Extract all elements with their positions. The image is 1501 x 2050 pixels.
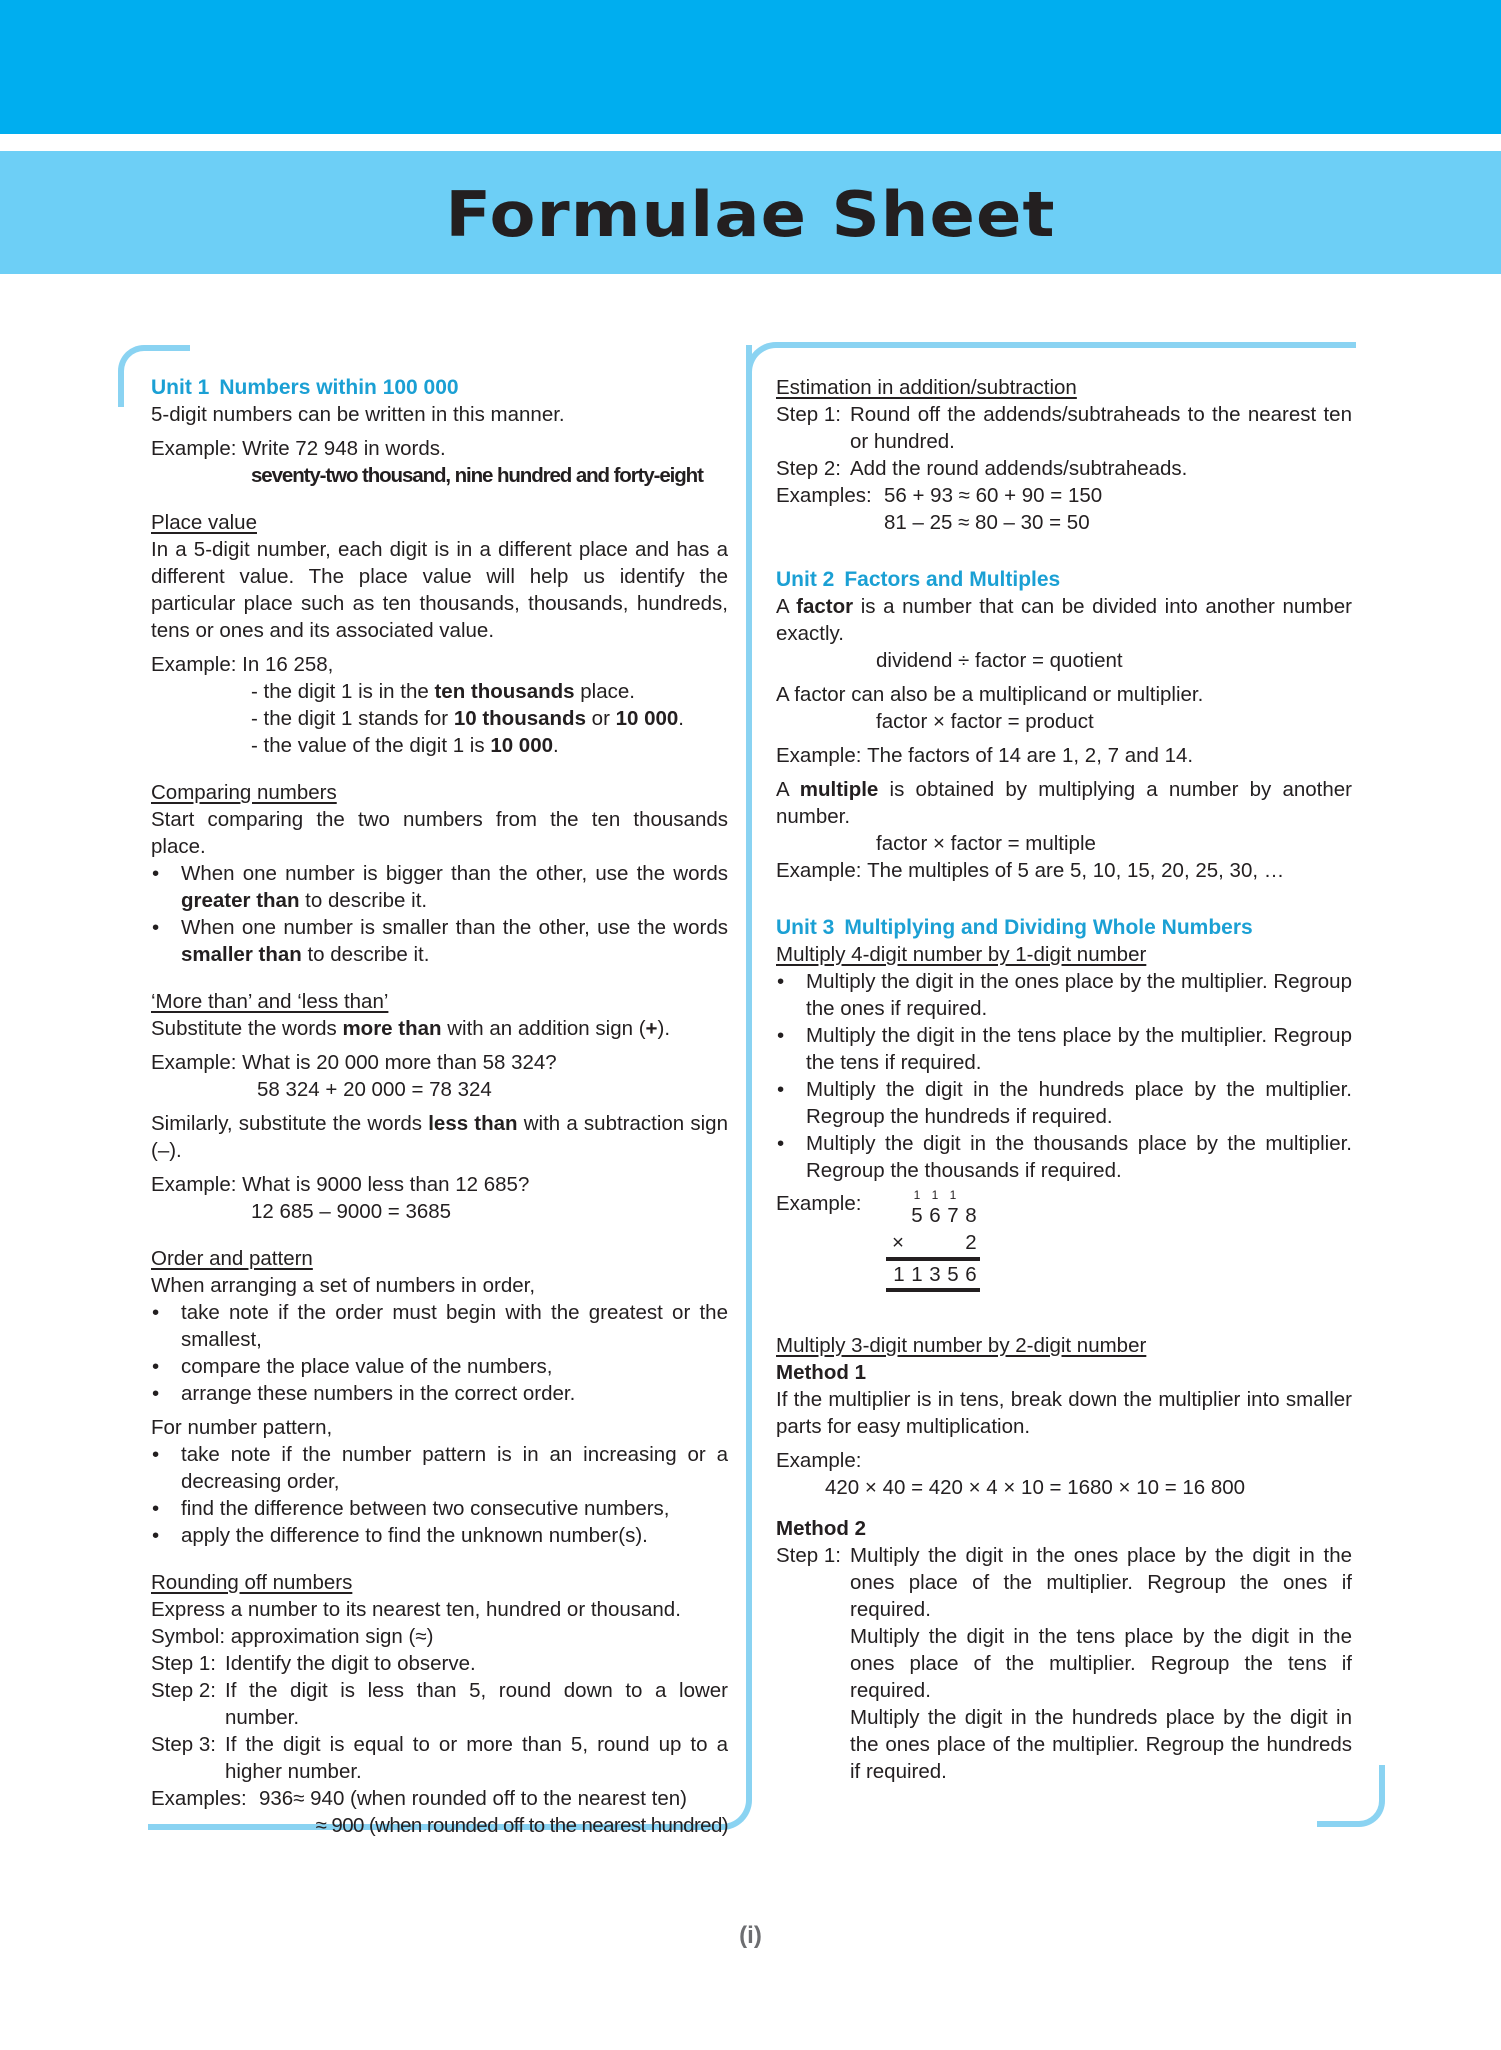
list-item: • Multiply the digit in the tens place by the multiplier. Regroup the tens if required. xyxy=(776,1022,1352,1076)
estimation-heading: Estimation in addition/subtraction xyxy=(776,376,1077,399)
pattern-intro: For number pattern, xyxy=(151,1416,333,1439)
rounding-step: Step 1: Identify the digit to observe. xyxy=(151,1652,476,1675)
unit1-number: Unit 1 xyxy=(151,376,210,399)
factor-equation: dividend ÷ factor = quotient xyxy=(876,649,1123,672)
method1-equation: 420 × 40 = 420 × 4 × 10 = 1680 × 10 = 16 800 xyxy=(825,1476,1246,1499)
example-label: Example: xyxy=(151,437,243,460)
multiple-definition: A multiple is obtained by multiplying a number by another number. xyxy=(776,778,1352,828)
more-example-equation: 58 324 + 20 000 = 78 324 xyxy=(257,1078,492,1101)
multiple-equation: factor × factor = multiple xyxy=(876,832,1096,855)
unit1-example xyxy=(151,435,728,462)
estimation-step: Step 1: Round off the addends/subtraheads to the nearest ten or hundred. xyxy=(776,403,1352,453)
times-icon: × xyxy=(892,1231,904,1254)
rounding-line2: Symbol: approximation sign (≈) xyxy=(151,1625,434,1648)
result-row: 1 1 3 5 6 xyxy=(893,1263,977,1286)
column-multiplication-example: Example: 1 1 1 5 6 7 8 × 2 1 1 3 5 6 xyxy=(776,1188,1352,1292)
multiple-example: Example: The multiples of 5 are 5, 10, 15, 20, 25, 30, … xyxy=(776,859,1285,882)
method2-step: Step 1: Multiply the digit in the ones place by the digit in the ones place of the multiplier. Regroup the ones if required. xyxy=(776,1544,1352,1621)
method1-title: Method 1 xyxy=(776,1361,866,1384)
left-column xyxy=(151,374,728,1839)
list-item: • compare the place value of the numbers, xyxy=(151,1353,728,1380)
estimation-example2: 81 – 25 ≈ 80 – 30 = 50 xyxy=(884,511,1090,534)
method2-line: Multiply the digit in the tens place by the digit in the ones place of the multiplier. Regroup the tens if required. xyxy=(850,1625,1352,1702)
column-divider xyxy=(746,345,752,1785)
list-item: • take note if the number pattern is in an increasing or a decreasing order, xyxy=(151,1441,728,1495)
carry-row: 1 1 1 xyxy=(913,1188,957,1202)
factor-definition: A factor is a number that can be divided into another number exactly. xyxy=(776,595,1352,645)
place-value-line: - the digit 1 stands for 10 thousands or 10 000. xyxy=(251,707,684,730)
comparing-bullets xyxy=(151,860,728,968)
unit3-sub1: Multiply 4-digit number by 1-digit number xyxy=(776,943,1147,966)
header-band-top xyxy=(0,0,1501,134)
unit3-bullets xyxy=(776,968,1352,1184)
unit3-heading: Unit 3 Multiplying and Dividing Whole Numbers xyxy=(776,916,1253,939)
list-item: • Multiply the digit in the ones place by the multiplier. Regroup the ones if required. xyxy=(776,968,1352,1022)
product-equation: factor × factor = product xyxy=(876,710,1094,733)
more-less-heading: ‘More than’ and ‘less than’ xyxy=(151,990,389,1013)
multiplier-row: × 2 xyxy=(892,1231,977,1254)
example-text: In 16 258, xyxy=(242,653,334,676)
unit2-heading: Unit 2 Factors and Multiples xyxy=(776,568,1061,591)
method1-example-label: Example: xyxy=(776,1449,862,1472)
more-less-line1: Substitute the words more than with an addition sign (+). xyxy=(151,1017,671,1040)
list-item: • take note if the order must begin with the greatest or the smallest, xyxy=(151,1299,728,1353)
list-item: • Multiply the digit in the hundreds place by the multiplier. Regroup the hundreds if required. xyxy=(776,1076,1352,1130)
place-value-line: - the value of the digit 1 is 10 000. xyxy=(251,734,559,757)
more-less-line2: Similarly, substitute the words less than with a subtraction sign (–). xyxy=(151,1112,728,1162)
unit1-heading xyxy=(151,374,728,401)
method2-title: Method 2 xyxy=(776,1517,866,1540)
rule-line xyxy=(886,1288,980,1292)
place-value-section xyxy=(151,509,728,759)
order-pattern-heading: Order and pattern xyxy=(151,1247,313,1270)
example-text: Write 72 948 in words. xyxy=(242,437,446,460)
pattern-bullets xyxy=(151,1441,728,1549)
rounding-step: Step 3: If the digit is equal to or more than 5, round up to a higher number. xyxy=(151,1733,728,1783)
multiplicand-row: 5 6 7 8 xyxy=(911,1204,977,1227)
estimation-section xyxy=(776,374,1352,536)
less-example-equation: 12 685 – 9000 = 3685 xyxy=(251,1200,452,1223)
estimation-examples: Examples: 56 + 93 ≈ 60 + 90 = 150 xyxy=(776,484,1103,507)
rounding-heading: Rounding off numbers xyxy=(151,1571,353,1594)
unit1-intro: 5-digit numbers can be written in this manner. xyxy=(151,403,565,426)
place-value-line: - the digit 1 is in the ten thousands place. xyxy=(251,680,635,703)
example-answer: seventy-two thousand, nine hundred and forty-eight xyxy=(251,464,703,487)
rounding-section xyxy=(151,1569,728,1839)
more-less-section xyxy=(151,988,728,1225)
comparing-body: Start comparing the two numbers from the ten thousands place. xyxy=(151,808,728,858)
header-band-title xyxy=(0,151,1501,274)
rounding-examples: Examples: 936≈ 940 (when rounded off to the nearest ten) xyxy=(151,1787,688,1810)
factor-example: Example: The factors of 14 are 1, 2, 7 and 14. xyxy=(776,744,1194,767)
rounding-example2: ≈ 900 (when rounded off to the nearest hundred) xyxy=(315,1814,728,1837)
method1-body: If the multiplier is in tens, break down the multiplier into smaller parts for easy multiplication. xyxy=(776,1388,1352,1438)
unit1-section xyxy=(151,374,728,489)
factor-also: A factor can also be a multiplicand or multiplier. xyxy=(776,683,1204,706)
method2-line: Multiply the digit in the hundreds place by the digit in the ones place of the multiplier. Regroup the hundreds if required. xyxy=(850,1706,1352,1783)
page-number: (i) xyxy=(739,1922,762,1949)
order-bullets xyxy=(151,1299,728,1407)
list-item: • arrange these numbers in the correct order. xyxy=(151,1380,728,1407)
list-item: • When one number is smaller than the other, use the words smaller than to describe it. xyxy=(151,914,728,968)
list-item: • apply the difference to find the unknown number(s). xyxy=(151,1522,728,1549)
rounding-step: Step 2: If the digit is less than 5, round down to a lower number. xyxy=(151,1679,728,1729)
comparing-section xyxy=(151,779,728,968)
comparing-heading: Comparing numbers xyxy=(151,781,337,804)
list-item: • When one number is bigger than the other, use the words greater than to describe it. xyxy=(151,860,728,914)
unit3-sub2: Multiply 3-digit number by 2-digit number xyxy=(776,1334,1147,1357)
column-multiplication xyxy=(886,1188,980,1292)
unit1-title: Numbers within 100 000 xyxy=(219,376,459,399)
unit2-section xyxy=(776,566,1352,884)
place-value-heading: Place value xyxy=(151,511,257,534)
place-value-example xyxy=(151,651,728,678)
less-example: Example: What is 9000 less than 12 685? xyxy=(151,1173,530,1196)
estimation-step: Step 2: Add the round addends/subtraheads. xyxy=(776,457,1188,480)
page-title: Formulae Sheet xyxy=(445,178,1056,251)
more-example: Example: What is 20 000 more than 58 324? xyxy=(151,1051,557,1074)
order-pattern-section xyxy=(151,1245,728,1549)
right-column xyxy=(776,374,1352,1785)
example-label: Example: xyxy=(151,653,243,676)
unit3-section xyxy=(776,914,1352,1785)
rounding-line1: Express a number to its nearest ten, hundred or thousand. xyxy=(151,1598,681,1621)
list-item: • find the difference between two consecutive numbers, xyxy=(151,1495,728,1522)
list-item: • Multiply the digit in the thousands place by the multiplier. Regroup the thousands if required. xyxy=(776,1130,1352,1184)
order-intro: When arranging a set of numbers in order, xyxy=(151,1274,536,1297)
place-value-body: In a 5-digit number, each digit is in a different place and has a different value. The place value will help us identify the particular place such as ten thousands, thousands, hundreds, tens or ones and its associated value. xyxy=(151,538,728,642)
